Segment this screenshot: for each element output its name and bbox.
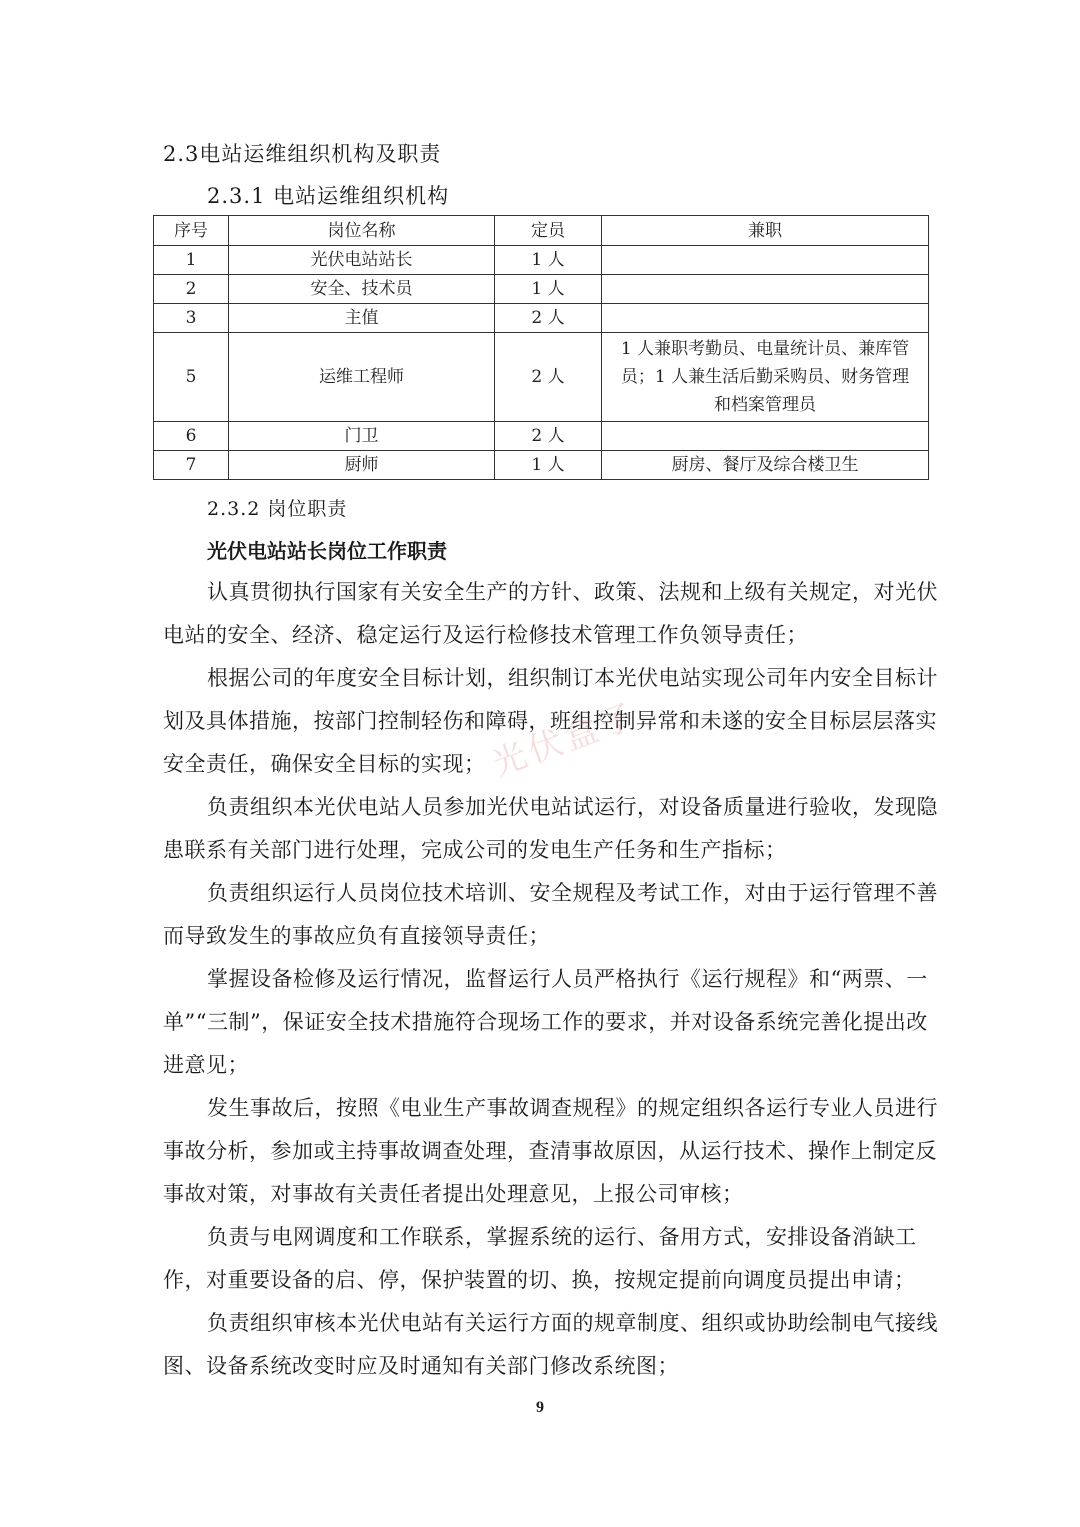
cell-headcount: 1 人 xyxy=(495,246,602,275)
cell-headcount: 1 人 xyxy=(495,451,602,480)
duty-paragraph: 认真贯彻执行国家有关安全生产的方针、政策、法规和上级有关规定，对光伏电站的安全、经济、稳定运行及运行检修技术管理工作负领导责任； xyxy=(163,580,938,647)
section-heading-2-3-1: 2.3.1 电站运维组织机构 xyxy=(207,184,450,208)
cell-headcount: 1 人 xyxy=(495,275,602,304)
section-heading-2-3-2: 2.3.2 岗位职责 xyxy=(207,498,348,520)
header-position: 岗位名称 xyxy=(229,216,495,246)
cell-index: 2 xyxy=(154,275,229,304)
cell-position: 门卫 xyxy=(229,422,495,451)
duty-section-title: 光伏电站站长岗位工作职责 xyxy=(207,539,447,563)
duty-paragraph: 负责组织审核本光伏电站有关运行方面的规章制度、组织或协助绘制电气接线图、设备系统改变时应及时通知有关部门修改系统图； xyxy=(163,1311,938,1378)
duty-paragraph: 发生事故后，按照《电业生产事故调查规程》的规定组织各运行专业人员进行事故分析，参加或主持事故调查处理，查清事故原因，从运行技术、操作上制定反事故对策，对事故有关责任者提出处理意见，上报公司审核； xyxy=(163,1096,938,1206)
table-row xyxy=(154,246,929,275)
cell-position: 厨师 xyxy=(229,451,495,480)
cell-position: 光伏电站站长 xyxy=(229,246,495,275)
table-header-row xyxy=(154,216,929,246)
header-part-time: 兼职 xyxy=(602,216,929,246)
table-row xyxy=(154,275,929,304)
org-structure-table xyxy=(153,215,929,480)
cell-part-time xyxy=(602,304,929,333)
cell-index: 6 xyxy=(154,422,229,451)
duty-paragraph: 掌握设备检修及运行情况，监督运行人员严格执行《运行规程》和“两票、一单”“三制”，保证安全技术措施符合现场工作的要求，并对设备系统完善化提出改进意见； xyxy=(163,967,928,1077)
duty-paragraph: 根据公司的年度安全目标计划，组织制订本光伏电站实现公司年内安全目标计划及具体措施，按部门控制轻伤和障碍，班组控制异常和未遂的安全目标层层落实安全责任，确保安全目标的实现； xyxy=(163,666,938,776)
cell-position: 运维工程师 xyxy=(229,333,495,422)
cell-part-time xyxy=(602,275,929,304)
table-row xyxy=(154,304,929,333)
cell-part-time xyxy=(602,246,929,275)
watermark: 光伏盒子 xyxy=(486,695,644,785)
header-headcount: 定员 xyxy=(495,216,602,246)
cell-headcount: 2 人 xyxy=(495,304,602,333)
cell-part-time: 厨房、餐厅及综合楼卫生 xyxy=(602,451,929,480)
cell-index: 5 xyxy=(154,333,229,422)
table-row xyxy=(154,333,929,422)
table-row xyxy=(154,451,929,480)
duty-paragraph: 负责与电网调度和工作联系，掌握系统的运行、备用方式，安排设备消缺工作，对重要设备的启、停，保护装置的切、换，按规定提前向调度员提出申请； xyxy=(163,1225,917,1292)
duty-paragraph: 负责组织运行人员岗位技术培训、安全规程及考试工作，对由于运行管理不善而导致发生的事故应负有直接领导责任； xyxy=(163,881,938,948)
cell-position: 安全、技术员 xyxy=(229,275,495,304)
cell-index: 3 xyxy=(154,304,229,333)
cell-index: 1 xyxy=(154,246,229,275)
cell-headcount: 2 人 xyxy=(495,333,602,422)
cell-headcount: 2 人 xyxy=(495,422,602,451)
header-index: 序号 xyxy=(154,216,229,246)
cell-index: 7 xyxy=(154,451,229,480)
page-number: 9 xyxy=(536,1399,544,1416)
cell-position: 主值 xyxy=(229,304,495,333)
section-heading-2-3: 2.3电站运维组织机构及职责 xyxy=(163,142,442,166)
cell-part-time xyxy=(602,422,929,451)
table-row xyxy=(154,422,929,451)
cell-part-time: 1 人兼职考勤员、电量统计员、兼库管员；1 人兼生活后勤采购员、财务管理和档案管理员 xyxy=(602,333,929,422)
duty-paragraph: 负责组织本光伏电站人员参加光伏电站试运行，对设备质量进行验收，发现隐患联系有关部门进行处理，完成公司的发电生产任务和生产指标； xyxy=(163,795,938,862)
